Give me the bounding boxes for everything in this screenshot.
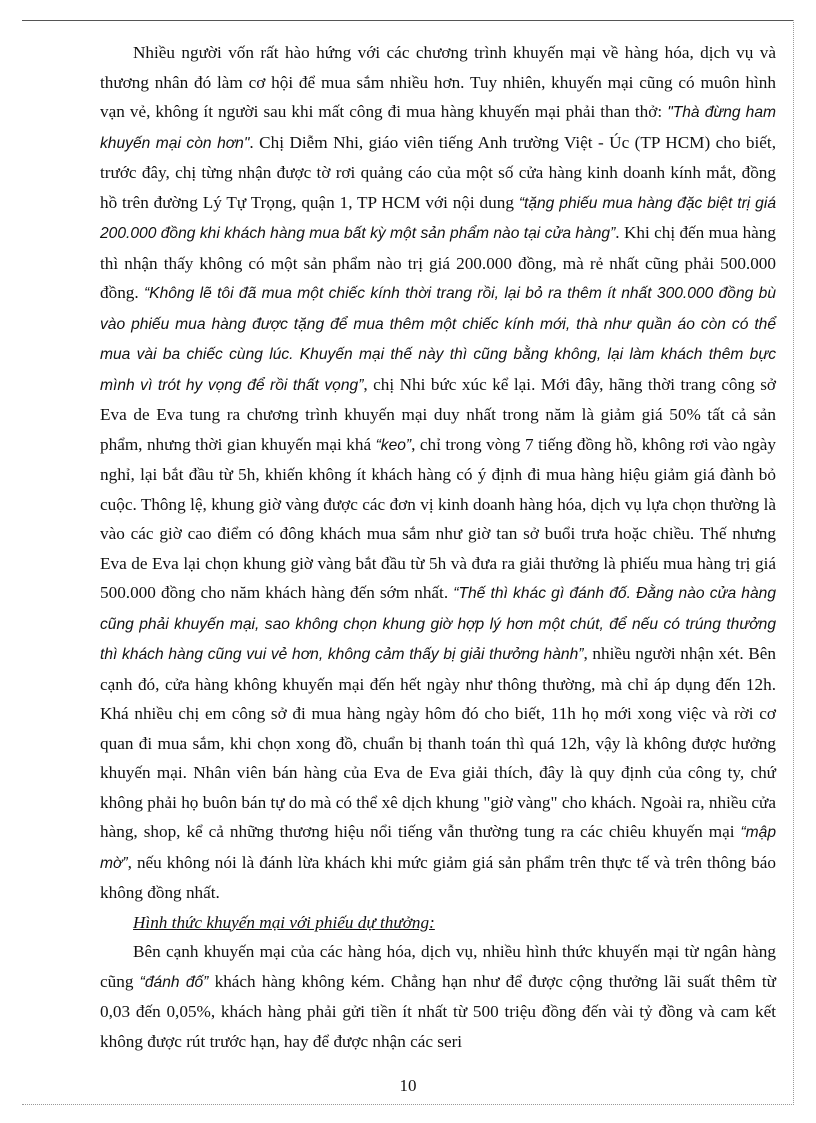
document-body — [100, 38, 776, 1056]
quote: “keo” — [375, 436, 412, 454]
body-paragraph — [100, 937, 776, 1056]
paragraph-text: , chỉ trong vòng 7 tiếng đồng hồ, không rơi vào ngày nghỉ, lại bắt đầu từ 5h, khiến không ít khách hàng có ý định đi mua hàng hiệu giảm giá đành bỏ cuộc. Thông lệ, khung giờ vàng được các đơn vị kinh doanh hàng hóa, dịch vụ lựa chọn thường là vào các giờ cao điểm có đông khách mua sắm như giờ tan sở buổi trưa hoặc chiều. Thế nhưng Eva de Eva lại chọn khung giờ vàng bắt đầu từ 5h và đưa ra giải thưởng là phiếu mua hàng trị giá 500.000 đồng cho năm khách hàng đến sớm nhất. — [100, 434, 776, 602]
section-heading: Hình thức khuyến mại với phiếu dự thưởng: — [133, 912, 435, 932]
body-paragraph — [100, 38, 776, 908]
quote: "Thà đừng ham khuyến mại còn hơn" — [100, 104, 777, 152]
paragraph-text: . Khi chị đến mua hàng thì nhận thấy không có một sản phẩm nào trị giá 200.000 đồng, mà rẻ nhất cũng phải 500.000 đồng. — [100, 223, 776, 302]
paragraph-text: . Chị Diễm Nhi, giáo viên tiếng Anh trường Việt - Úc (TP HCM) cho biết, trước đây, chị từng nhận được tờ rơi quảng cáo của một số cửa hàng kinh doanh kính mắt, đồng hồ trên đường Lý Tự Trọng, quận 1, TP HCM với nội dung — [100, 132, 777, 212]
paragraph-text: , chị Nhi bức xúc kể lại. Mới đây, hãng thời trang công sở Eva de Eva tung ra chương trình khuyến mại duy nhất trong năm là giảm giá 50% tất cả sản phẩm, nhưng thời gian khuyến mại khá — [100, 374, 776, 454]
paragraph-text: , nếu không nói là đánh lừa khách khi mức giảm giá sản phẩm trên thực tế và trên thông báo không đồng nhất. — [100, 852, 776, 902]
quote: “tặng phiếu mua hàng đặc biệt trị giá 200.000 đồng khi khách hàng mua bất kỳ một sản phẩm nào tại cửa hàng” — [100, 194, 776, 242]
quote: “Không lẽ tôi đã mua một chiếc kính thời trang rồi, lại bỏ ra thêm ít nhất 300.000 đồng bù vào phiếu mua hàng được tặng để mua thêm một chiếc kính mới, thà như quần áo còn có thể mua vài ba chiếc cùng lúc. Khuyến mại thế này thì cũng bằng không, lại làm khách thêm bực mình vì trót hy vọng để rồi thất vọng” — [100, 285, 776, 394]
quote: “mập mờ” — [100, 824, 776, 872]
paragraph-text: Bên cạnh khuyến mại của các hàng hóa, dịch vụ, nhiều hình thức khuyến mại từ ngân hàng cũng — [100, 942, 776, 991]
quote: “đánh đố” — [139, 973, 209, 991]
page-number: 10 — [399, 1076, 417, 1095]
page-border-right — [793, 20, 794, 1105]
page-border-top — [22, 20, 794, 21]
page-border-bottom — [22, 1104, 794, 1105]
paragraph-text: Nhiều người vốn rất hào hứng với các chương trình khuyến mại về hàng hóa, dịch vụ và thương nhân đó làm cơ hội để mua sắm nhiều hơn. Tuy nhiên, khuyến mại cũng có muôn hình vạn vẻ, không ít người sau khi mất công đi mua hàng khuyến mại phải than thở: — [100, 43, 776, 121]
paragraph-text: khách hàng không kém. Chẳng hạn như để được cộng thưởng lãi suất thêm từ 0,03 đến 0,05%, khách hàng phải gửi tiền ít nhất từ 500 triệu đồng đến vài tỷ đồng và cam kết không được rút trước hạn, hay để được nhận các seri — [100, 971, 776, 1051]
quote: “Thế thì khác gì đánh đố. Đằng nào cửa hàng cũng phải khuyến mại, sao không chọn khung giờ hợp lý hơn một chút, để nếu có trúng thưởng thì khách hàng cũng vui vẻ hơn, không cảm thấy bị giải thưởng hành” — [100, 585, 776, 663]
paragraph-text: , nhiều người nhận xét. Bên cạnh đó, cửa hàng không khuyến mại đến hết ngày như thông thường, mà chỉ áp dụng đến 12h. Khá nhiều chị em công sở đi mua hàng ngày hôm đó cho biết, 11h họ mới xong việc và rời cơ quan đi mua sắm, khi chọn xong đồ, chuẩn bị thanh toán thì quá 12h, vậy là không được hưởng khuyến mại. Nhân viên bán hàng của Eva de Eva giải thích, đây là quy định của công ty, chứ không phải họ buôn bán tự do mà có thể xê dịch khung "giờ vàng" cho khách. Ngoài ra, nhiều cửa hàng, shop, kể cả những thương hiệu nổi tiếng vẫn thường tung ra các chiêu khuyến mại — [100, 644, 776, 841]
